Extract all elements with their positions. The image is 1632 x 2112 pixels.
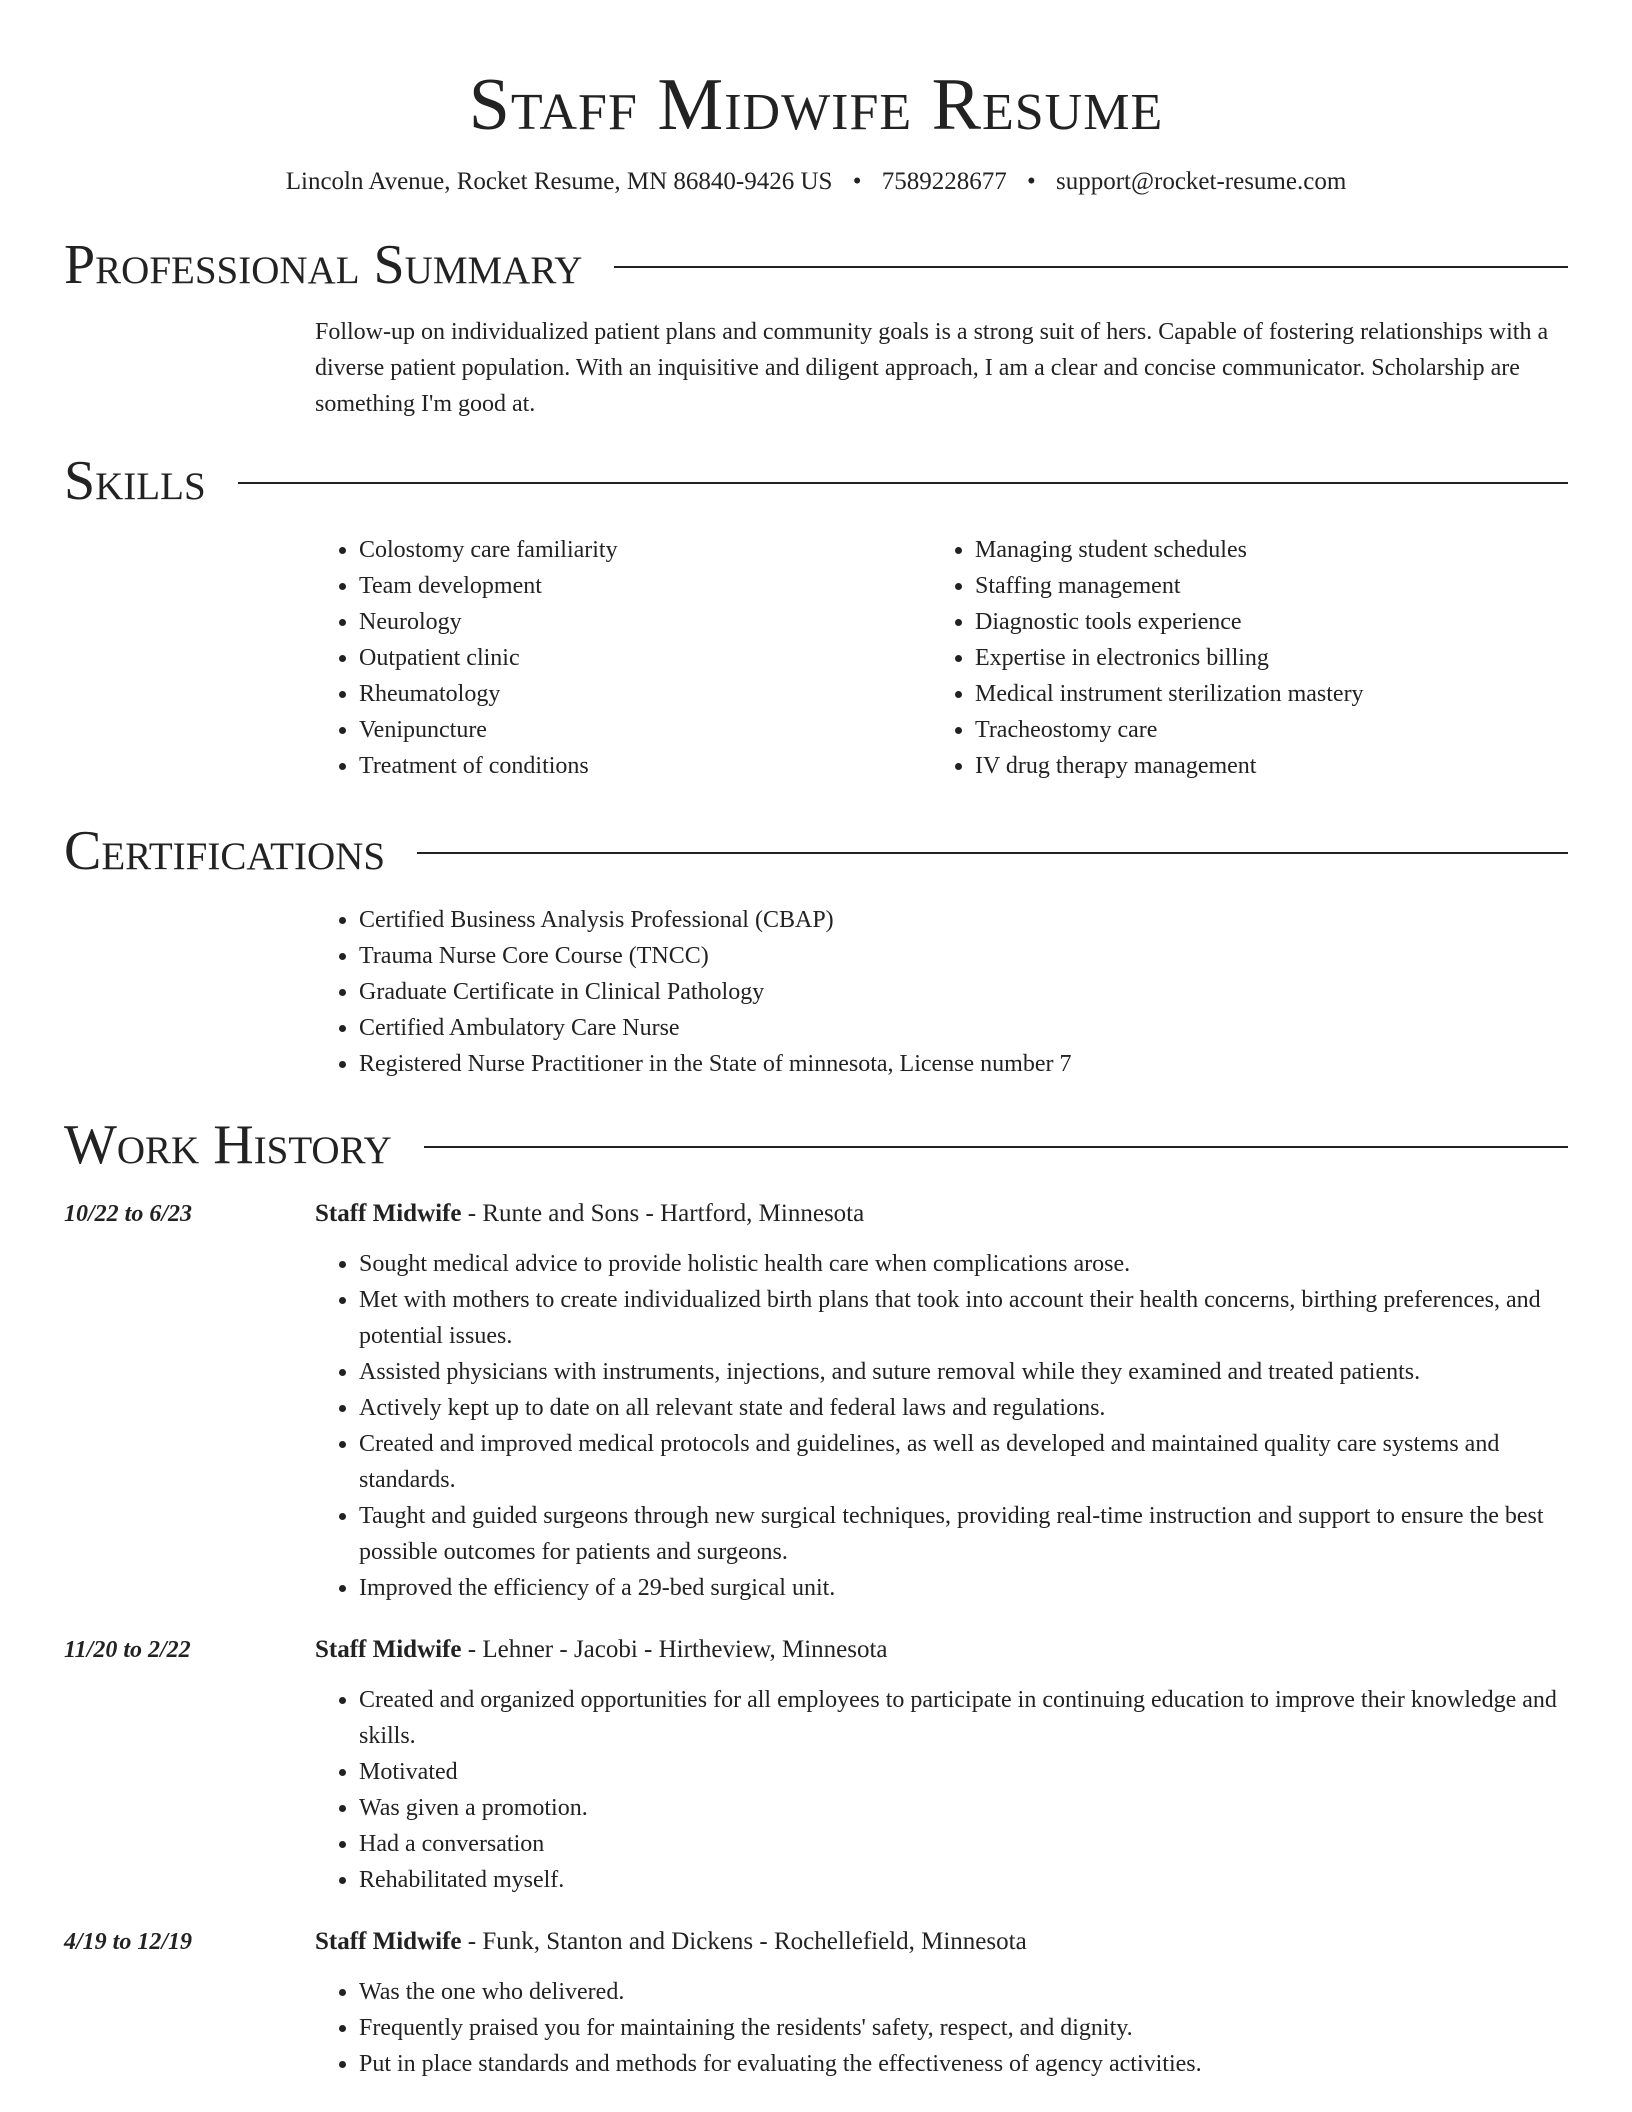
skills-column-left [315,532,931,784]
section-divider [238,482,1568,484]
skill-item: • Venipuncture [359,712,931,748]
skills-section-header [64,448,1568,514]
job-employer-location: - Lehner - Jacobi - Hirtheview, Minnesota [461,1636,888,1663]
job-employer-location: - Runte and Sons - Hartford, Minnesota [461,1200,865,1227]
summary-section-header [64,232,1568,298]
job-role: Staff Midwife [315,1928,462,1955]
certifications-list [315,902,1568,1082]
contact-email: support@rocket-resume.com [1055,168,1347,195]
job-bullet: • Created and organized opportunities for all employees to participate in continuing education to improve their knowledge and skills. [359,1682,1568,1754]
contact-address: Lincoln Avenue, Rocket Resume, MN 86840-9426 US [285,168,833,195]
contact-separator: • [1026,168,1036,195]
job-content [315,1196,1568,1606]
certification-item: • Certified Business Analysis Professional (CBAP) [359,902,1568,938]
skill-item: • Colostomy care familiarity [359,532,931,568]
contact-separator: • [852,168,862,195]
job-dates: 4/19 to 12/19 [64,1929,193,1955]
certification-item: • Registered Nurse Practitioner in the State of minnesota, License number 7 [359,1046,1568,1082]
section-divider [417,852,1568,854]
job-entry [64,1632,1568,1898]
certifications-section-header [64,818,1568,884]
certification-item: • Graduate Certificate in Clinical Pathology [359,974,1568,1010]
job-title-line [315,1924,1568,1960]
skill-item: • Neurology [359,604,931,640]
job-bullet: • Was given a promotion. [359,1790,1568,1826]
skills-grid [315,532,1568,784]
skill-item: • Diagnostic tools experience [975,604,1547,640]
job-bullet: • Created and improved medical protocols and guidelines, as well as developed and maintained quality care systems and standards. [359,1426,1568,1498]
skill-item: • Treatment of conditions [359,748,931,784]
skill-item: • Team development [359,568,931,604]
work-history-section-header [64,1112,1568,1178]
job-bullet: • Rehabilitated myself. [359,1862,1568,1898]
job-bullet: • Sought medical advice to provide holistic health care when complications arose. [359,1246,1568,1282]
job-entry [64,1924,1568,2082]
contact-line [64,166,1568,198]
job-role: Staff Midwife [315,1200,462,1227]
certification-item: • Trauma Nurse Core Course (TNCC) [359,938,1568,974]
skill-item: • Staffing management [975,568,1547,604]
job-bullet: • Frequently praised you for maintaining the residents' safety, respect, and dignity. [359,2010,1568,2046]
certification-item: • Certified Ambulatory Care Nurse [359,1010,1568,1046]
skills-heading: Skills [64,450,206,512]
section-divider [614,266,1568,268]
job-entry [64,1196,1568,1606]
skill-item: • Medical instrument sterilization mastery [975,676,1547,712]
skills-column-right [931,532,1547,784]
job-bullet: • Had a conversation [359,1826,1568,1862]
job-employer-location: - Funk, Stanton and Dickens - Rochellefield, Minnesota [461,1928,1027,1955]
job-dates: 11/20 to 2/22 [64,1637,191,1663]
skill-item: • IV drug therapy management [975,748,1547,784]
resume-title: Staff Midwife Resume [468,64,1164,146]
job-content [315,1924,1568,2082]
job-bullet: • Was the one who delivered. [359,1974,1568,2010]
summary-text: Follow-up on individualized patient plans and community goals is a strong suit of hers. Capable of fostering relationships with a diverse patient population. With an inquisitive and diligent approach, I am a clear and concise communicator. Scholarship are something I'm good at. [315,319,1549,417]
job-title-line [315,1632,1568,1668]
skill-item: • Outpatient clinic [359,640,931,676]
job-bullet: • Put in place standards and methods for evaluating the effectiveness of agency activities. [359,2046,1568,2082]
work-history-heading: Work History [64,1114,392,1176]
certifications-heading: Certifications [64,820,386,882]
section-divider [424,1146,1568,1148]
job-title-line [315,1196,1568,1232]
job-content [315,1632,1568,1898]
job-bullet: • Taught and guided surgeons through new surgical techniques, providing real-time instruction and support to ensure the best possible outcomes for patients and surgeons. [359,1498,1568,1570]
job-dates: 10/22 to 6/23 [64,1201,193,1227]
job-bullet: • Motivated [359,1754,1568,1790]
summary-heading: Professional Summary [64,234,583,296]
job-bullet: • Assisted physicians with instruments, injections, and suture removal while they examined and treated patients. [359,1354,1568,1390]
skill-item: • Tracheostomy care [975,712,1547,748]
job-bullet: • Actively kept up to date on all relevant state and federal laws and regulations. [359,1390,1568,1426]
job-bullet: • Improved the efficiency of a 29-bed surgical unit. [359,1570,1568,1606]
resume-page [64,0,1568,2082]
job-bullet: • Met with mothers to create individualized birth plans that took into account their health concerns, birthing preferences, and potential issues. [359,1282,1568,1354]
contact-phone: 7589228677 [881,168,1007,195]
skill-item: • Expertise in electronics billing [975,640,1547,676]
skill-item: • Managing student schedules [975,532,1547,568]
job-role: Staff Midwife [315,1636,462,1663]
skill-item: • Rheumatology [359,676,931,712]
summary-body [315,314,1568,422]
